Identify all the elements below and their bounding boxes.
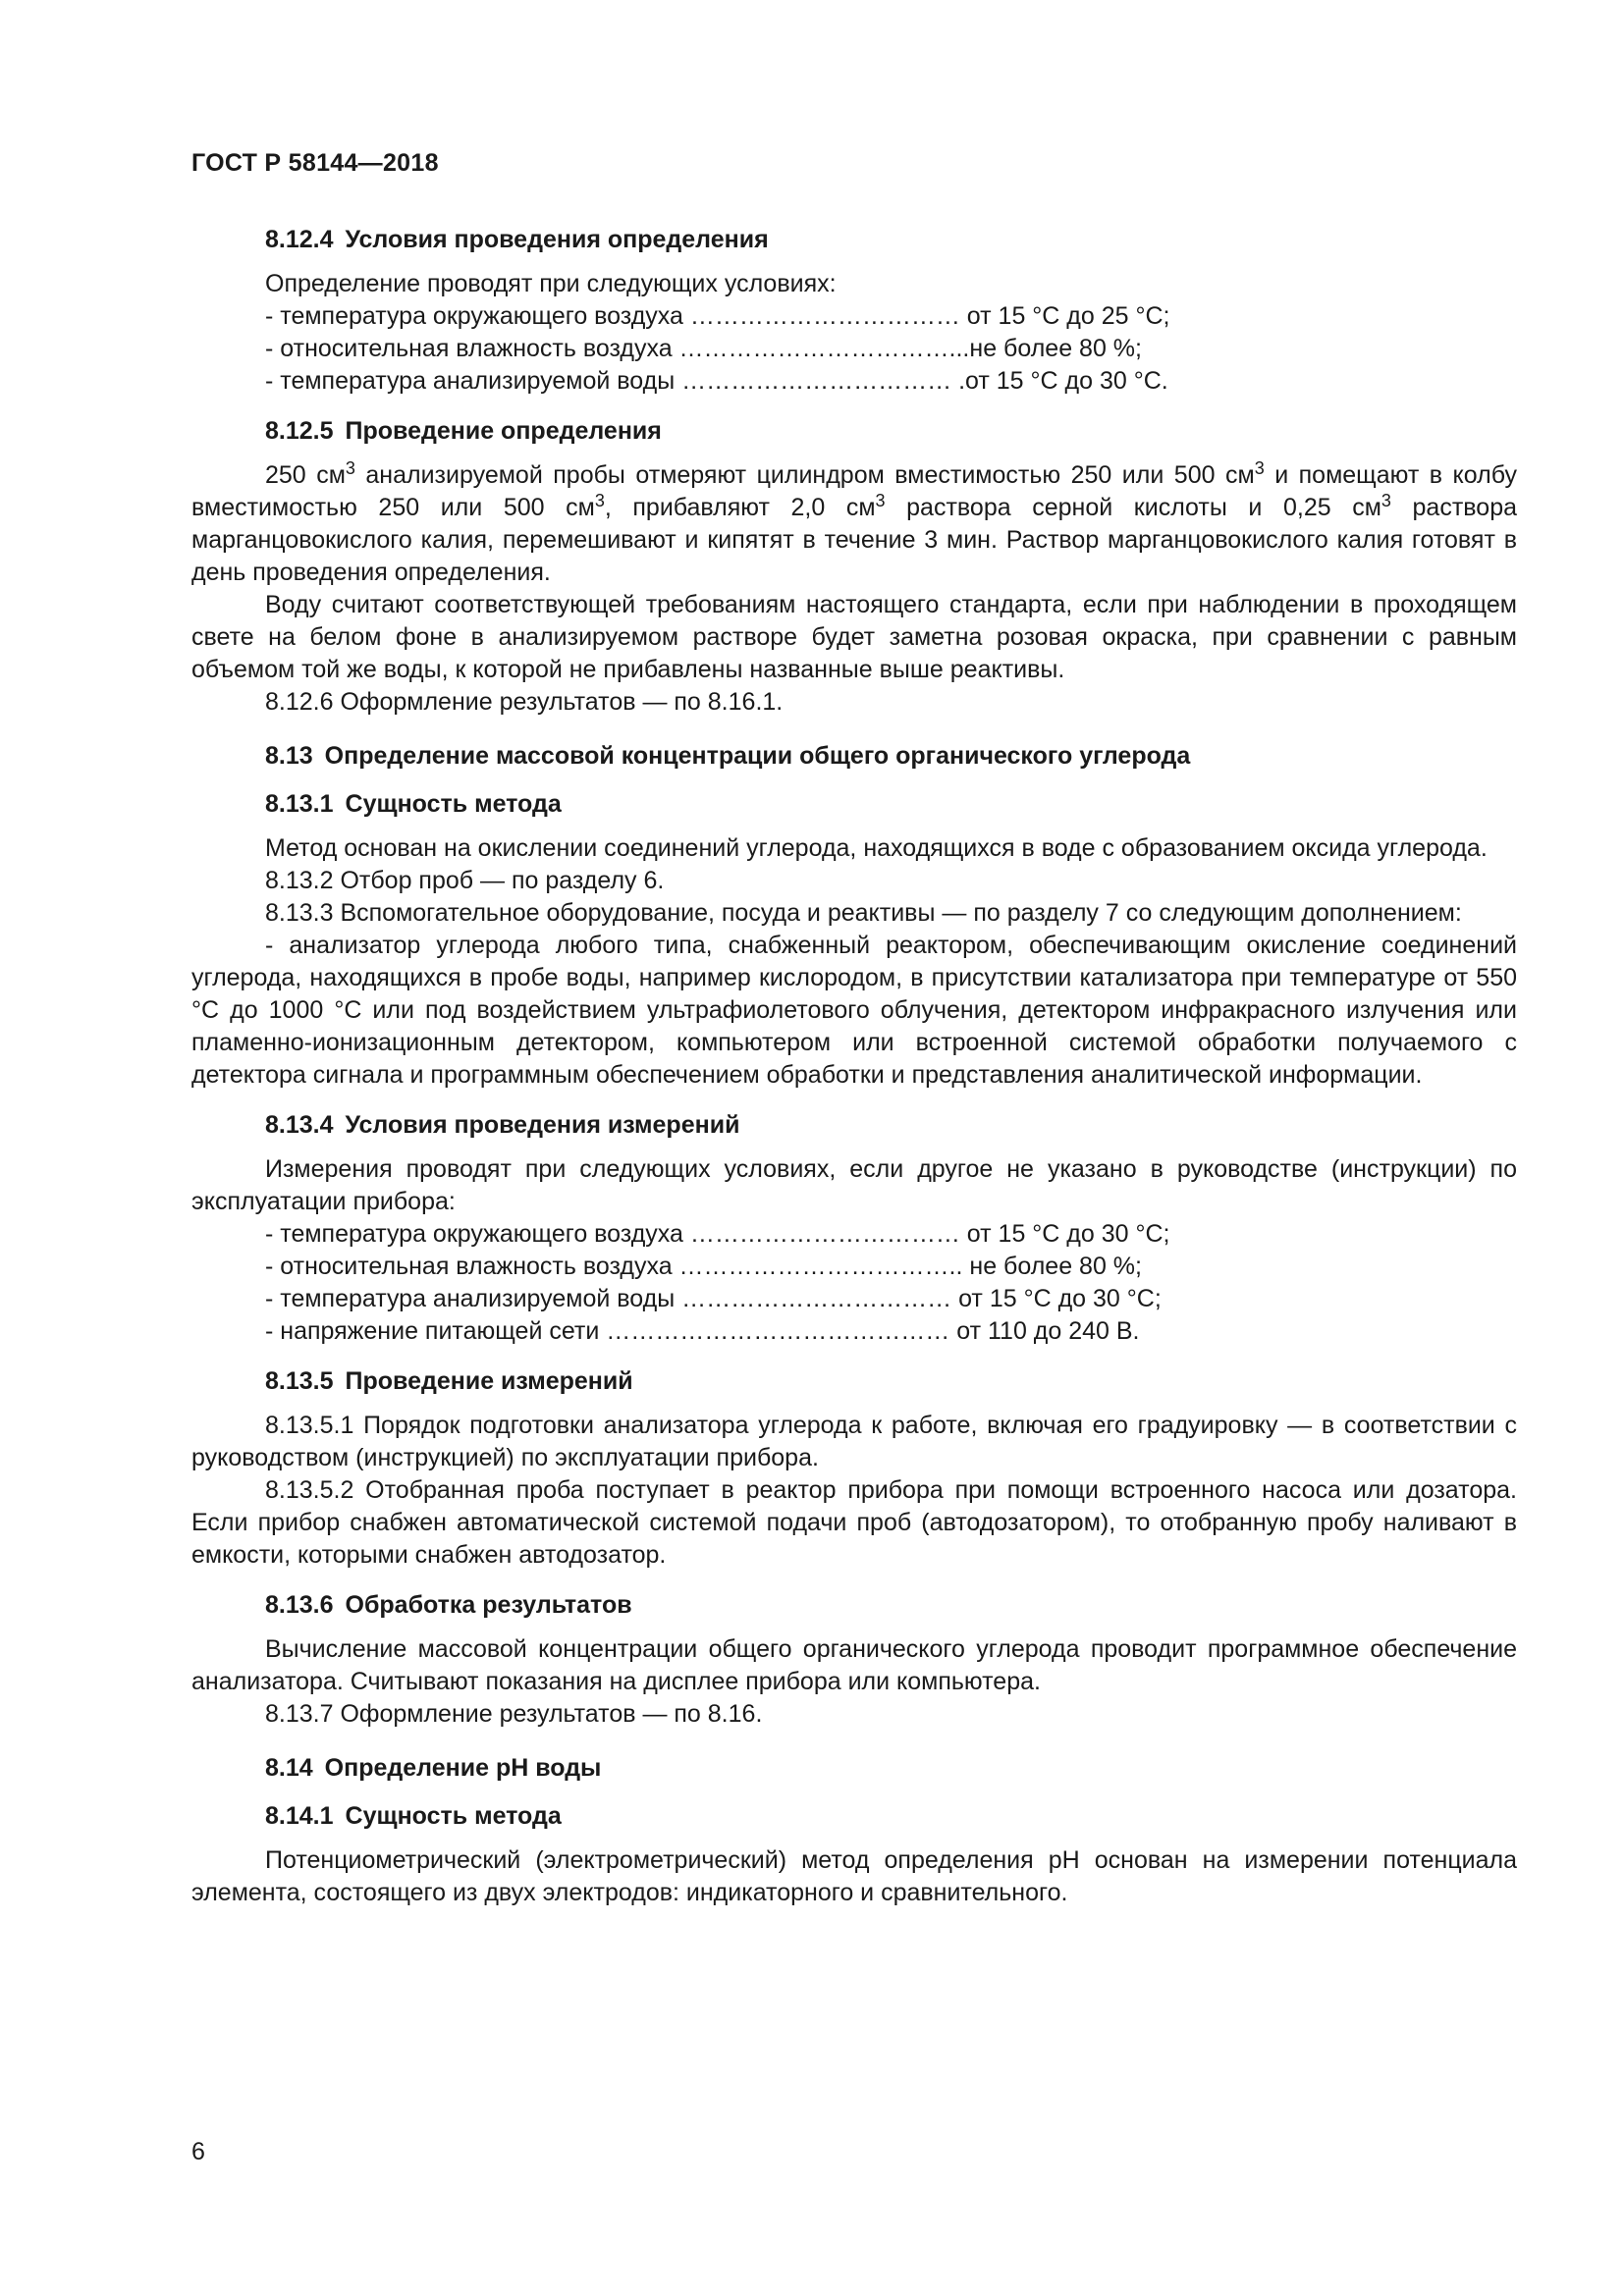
section-title: Условия проведения измерений [345, 1111, 740, 1139]
paragraph: 8.13.7 Оформление результатов — по 8.16. [265, 1700, 763, 1728]
paragraph [191, 459, 1517, 589]
condition-item: - температура окружающего воздуха …………………………… от 15 °С до 30 °С; [265, 1220, 1170, 1248]
superscript: 3 [594, 491, 605, 510]
section-heading-8-14 [191, 1752, 1517, 1785]
section-heading-8-12-4 [191, 224, 1517, 256]
text-run: 250 см [265, 461, 346, 489]
section-number: 8.12.5 [265, 417, 334, 445]
paragraph: 8.13.2 Отбор проб — по разделу 6. [265, 867, 665, 894]
condition-item: - напряжение питающей сети …………………………………… от 110 до 240 В. [265, 1317, 1140, 1345]
paragraph: Измерения проводят при следующих условиях, если другое не указано в руководстве (инструкции) по эксплуатации прибора: [191, 1155, 1517, 1215]
section-heading-8-13-1 [191, 788, 1517, 821]
paragraph: - анализатор углерода любого типа, снабженный реактором, обеспечивающим окисление соединений углерода, находящихся в пробе воды, например кислородом, в присутствии катализатора при температуре от 550 °С до 1000 °С или под воздействием ультрафиолетового облучения, детектором инфракрасного излучения или пламенно-ионизационным детектором, компьютером или встроенной системой обработки получаемого с детектора сигнала и программным обеспечением обработки и представления аналитической информации. [191, 932, 1517, 1089]
condition-item: - температура анализируемой воды …………………………… .от 15 °С до 30 °С. [265, 367, 1168, 395]
condition-item: - относительная влажность воздуха …………………………….. не более 80 %; [265, 1253, 1142, 1280]
superscript: 3 [1380, 491, 1391, 510]
text-run: раствора марганцовокислого калия, перемешивают и кипятят в течение 3 мин. Раствор марганцовокислого калия готовят в день проведения определения. [191, 494, 1517, 586]
section-number: 8.14 [265, 1754, 313, 1782]
section-number: 8.14.1 [265, 1802, 334, 1830]
section-number: 8.13.1 [265, 790, 334, 818]
section-title: Условия проведения определения [345, 226, 769, 253]
text-run: раствора серной кислоты и 0,25 см [885, 494, 1381, 521]
section-heading-8-14-1 [191, 1800, 1517, 1833]
section-title: Проведение измерений [345, 1367, 633, 1395]
section-title: Обработка результатов [345, 1591, 632, 1619]
paragraph: 8.13.3 Вспомогательное оборудование, посуда и реактивы — по разделу 7 со следующим дополнением: [265, 899, 1462, 927]
condition-item: - относительная влажность воздуха ……………………………...не более 80 %; [265, 335, 1142, 362]
condition-item: - температура окружающего воздуха …………………………… от 15 °С до 25 °С; [265, 302, 1170, 330]
section-title: Определение pH воды [324, 1754, 602, 1782]
superscript: 3 [1254, 458, 1265, 478]
superscript: 3 [875, 491, 886, 510]
page-number: 6 [191, 2138, 205, 2165]
paragraph: Определение проводят при следующих условиях: [265, 270, 837, 297]
section-number: 8.13.6 [265, 1591, 334, 1619]
text-run: , прибавляют 2,0 см [604, 494, 876, 521]
section-heading-8-13 [191, 740, 1517, 773]
superscript: 3 [345, 458, 355, 478]
section-title: Сущность метода [345, 790, 562, 818]
section-title: Сущность метода [345, 1802, 562, 1830]
paragraph: Метод основан на окислении соединений углерода, находящихся в воде с образованием оксида углерода. [265, 834, 1488, 862]
section-number: 8.13.5 [265, 1367, 334, 1395]
paragraph: 8.12.6 Оформление результатов — по 8.16.1. [265, 688, 784, 716]
document-header: ГОСТ Р 58144—2018 [191, 149, 439, 177]
paragraph: Потенциометрический (электрометрический) метод определения pH основан на измерении потенциала элемента, состоящего из двух электродов: индикаторного и сравнительного. [191, 1846, 1517, 1906]
section-heading-8-13-4 [191, 1109, 1517, 1142]
paragraph: Воду считают соответствующей требованиям настоящего стандарта, если при наблюдении в проходящем свете на белом фоне в анализируемом растворе будет заметна розовая окраска, при сравнении с равным объемом той же воды, к которой не прибавлены названные выше реактивы. [191, 591, 1517, 683]
condition-item: - температура анализируемой воды …………………………… от 15 °С до 30 °С; [265, 1285, 1162, 1312]
section-heading-8-13-6 [191, 1589, 1517, 1622]
paragraph: 8.13.5.1 Порядок подготовки анализатора углерода к работе, включая его градуировку — в соответствии с руководством (инструкцией) по эксплуатации прибора. [191, 1412, 1517, 1471]
section-number: 8.12.4 [265, 226, 334, 253]
section-heading-8-13-5 [191, 1365, 1517, 1398]
text-run: анализируемой пробы отмеряют цилиндром вместимостью 250 или 500 см [354, 461, 1255, 489]
section-title: Проведение определения [345, 417, 662, 445]
paragraph: 8.13.5.2 Отобранная проба поступает в реактор прибора при помощи встроенного насоса или дозатора. Если прибор снабжен автоматической системой подачи проб (автодозатором), то отобранную пробу наливают в емкости, которыми снабжен автодозатор. [191, 1476, 1517, 1569]
text-run: и помещают в колбу вместимостью 250 или 500 см [191, 461, 1517, 521]
section-title: Определение массовой концентрации общего органического углерода [324, 742, 1191, 770]
section-heading-8-12-5 [191, 415, 1517, 448]
section-number: 8.13 [265, 742, 313, 770]
paragraph: Вычисление массовой концентрации общего органического углерода проводит программное обеспечение анализатора. Считывают показания на дисплее прибора или компьютера. [191, 1635, 1517, 1695]
document-body [191, 224, 1517, 1909]
section-number: 8.13.4 [265, 1111, 334, 1139]
